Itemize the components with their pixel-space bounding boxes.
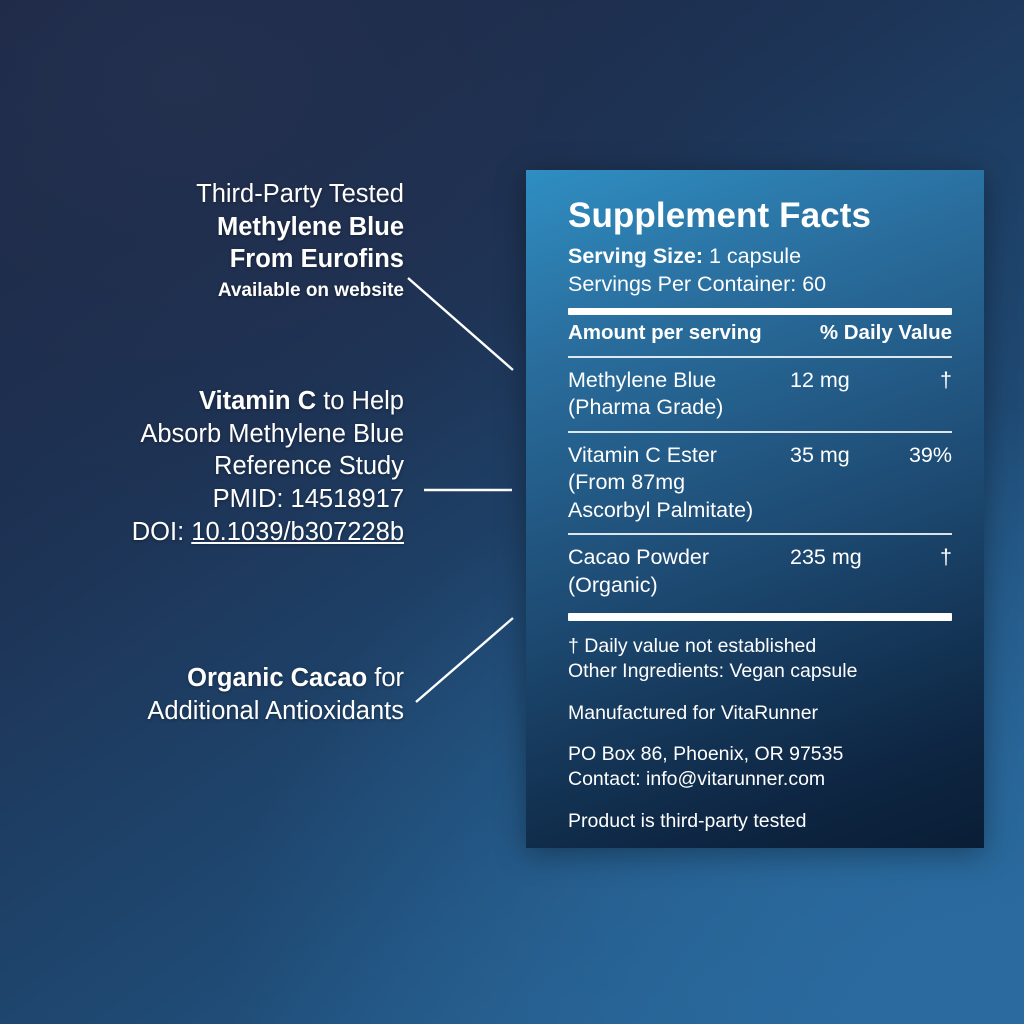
footnote-testing: Product is third-party tested: [568, 809, 807, 832]
annotation-line: Additional Antioxidants: [147, 696, 404, 725]
serving-size-label: Serving Size:: [568, 243, 704, 268]
footnote-group-contact: [568, 742, 952, 793]
ingredient-name: [568, 442, 790, 525]
ingredient-name-main: Vitamin C Ester: [568, 442, 717, 467]
annotation-line: Absorb Methylene Blue: [140, 419, 404, 448]
supplement-facts-panel: [526, 170, 984, 848]
annotation-rest: to Help: [316, 387, 404, 415]
table-row: [568, 442, 952, 525]
ingredient-amount: 12 mg: [790, 367, 850, 392]
annotation-emphasis: Vitamin C: [198, 387, 317, 415]
ingredient-name-sub: (Pharma Grade): [568, 395, 724, 420]
servings-per-container: Servings Per Container: 60: [568, 272, 827, 297]
divider-thick-top: [568, 308, 952, 315]
table-row: [568, 367, 952, 422]
ingredient-amount: 35 mg: [790, 442, 850, 467]
ingredient-name: [568, 367, 790, 422]
ingredient-name-sub: (From 87mg: [568, 470, 686, 495]
footnote-other-ingredients: Other Ingredients: Vegan capsule: [568, 660, 858, 683]
ingredient-daily-value: †: [940, 367, 952, 392]
footnote-contact: Contact: info@vitarunner.com: [568, 768, 826, 791]
ingredient-name-sub: (Organic): [568, 572, 658, 597]
ingredient-amount: 235 mg: [790, 545, 862, 570]
annotation-vitamin-c: [132, 385, 404, 548]
doi-link[interactable]: 10.1039/b307228b: [191, 517, 404, 546]
annotation-pmid: PMID: 14518917: [212, 484, 404, 513]
annotation-line: Reference Study: [214, 452, 404, 481]
connector-line-3: [416, 618, 513, 702]
serving-size-row: [568, 242, 952, 270]
annotation-line: From Eurofins: [229, 245, 404, 274]
divider-row-2: [568, 533, 952, 535]
divider-row-1: [568, 431, 952, 433]
annotation-doi: [132, 516, 404, 549]
footnote-group-ingredients: [568, 634, 952, 685]
ingredient-name-main: Cacao Powder: [568, 545, 710, 570]
annotation-line: [132, 385, 404, 418]
divider-thick-bottom: [568, 613, 952, 621]
annotation-line: [147, 662, 404, 695]
annotation-line: Third-Party Tested: [196, 180, 404, 208]
annotation-line: Methylene Blue: [216, 212, 404, 241]
ingredient-name-main: Methylene Blue: [568, 367, 717, 392]
annotation-emphasis: Organic Cacao: [187, 664, 368, 692]
annotation-column: [0, 0, 430, 1024]
table-header: [568, 321, 952, 347]
ingredient-daily-value: 39%: [908, 442, 952, 467]
annotation-rest: for: [367, 664, 404, 692]
column-amount-per-serving: Amount per serving: [568, 320, 762, 344]
footnote-manufactured-for: Manufactured for VitaRunner: [568, 701, 819, 724]
footnotes: [568, 634, 952, 834]
column-daily-value: % Daily Value: [819, 320, 952, 344]
annotation-third-party-tested: [196, 178, 404, 303]
divider-header: [568, 356, 952, 358]
annotation-line: Available on website: [217, 279, 404, 301]
ingredient-name: [568, 544, 790, 599]
ingredient-daily-value: †: [940, 545, 952, 570]
footnote-address: PO Box 86, Phoenix, OR 97535: [568, 743, 844, 766]
panel-title: Supplement Facts: [568, 196, 872, 235]
annotation-organic-cacao: [147, 662, 404, 727]
serving-size-value: 1 capsule: [709, 243, 802, 268]
ingredient-name-sub2: Ascorbyl Palmitate): [568, 497, 754, 522]
table-row: [568, 544, 952, 599]
footnote-daily-value: † Daily value not established: [568, 635, 817, 658]
doi-label: DOI:: [131, 517, 192, 546]
